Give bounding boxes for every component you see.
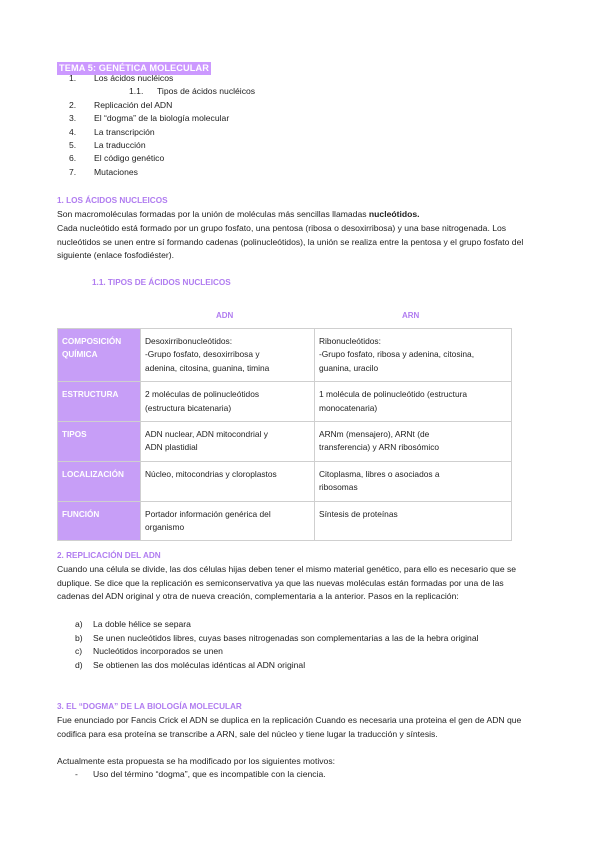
toc-number: 6. <box>69 153 77 164</box>
motives-list <box>57 768 326 782</box>
section-heading-dogma: 3. EL “DOGMA” DE LA BIOLOGÍA MOLECULAR <box>57 702 242 711</box>
cell-line: adenina, citosina, guanina, timina <box>145 362 270 373</box>
toc-text: Mutaciones <box>94 166 138 177</box>
cell-line: 1 molécula de polinucleótido (estructura <box>319 389 468 400</box>
toc-text: Tipos de ácidos nucléicos <box>157 86 256 97</box>
replication-steps-list <box>57 618 535 672</box>
cell-line: Desoxirribonucleótidos: <box>145 336 233 346</box>
cell-line: ribosomas <box>319 482 358 493</box>
list-marker: d) <box>75 659 83 670</box>
section-heading-tipos: 1.1. TIPOS DE ÁCIDOS NUCLEICOS <box>92 278 231 287</box>
section2-paragraph: Cuando una célula se divide, las dos células hijas deben tener el mismo material genético, para ello es necesario que se duplique. Se dice que la replicación es semiconservativa ya que las nuevas moléculas están formadas por una de las cadenas del ADN original y otra de nueva creación, complementaria a la anterior. Pasos en la replicación: <box>57 564 517 602</box>
toc-number: 3. <box>69 113 77 124</box>
table-row <box>58 461 512 501</box>
section3-paragraph-1: Fue enunciado por Fancis Crick el ADN se duplica en la replicación Cuando es necesaria una proteina el gen de ADN que codifica para esa proteína se transcribe a ARN, sale del núcleo y tiene lugar la traducción y síntesis. <box>57 715 522 739</box>
section1-text: Son macromoléculas formadas por la unión de moléculas más sencillas llamadas <box>57 209 369 219</box>
cell-line: 2 moléculas de polinucleótidos <box>145 389 260 400</box>
arn-cell <box>315 422 512 462</box>
cell-line: Portador información genérica del <box>145 508 271 519</box>
toc-number: 5. <box>69 139 77 150</box>
toc-text: La traducción <box>94 139 146 150</box>
table-row <box>58 382 512 422</box>
toc-number: 7. <box>69 166 77 177</box>
list-text: Nucleótidos incorporados se unen <box>93 646 223 657</box>
list-item <box>57 659 535 673</box>
adn-cell <box>141 329 315 382</box>
cell-line: ARNm (mensajero), ARNt (de <box>319 429 430 440</box>
adn-cell <box>141 461 315 501</box>
adn-cell <box>141 422 315 462</box>
cell-line: -Grupo fosfato, desoxirribosa y <box>145 349 260 360</box>
cell-line: -Grupo fosfato, ribosa y adenina, citosina, <box>319 349 475 360</box>
toc-number: 2. <box>69 99 77 110</box>
list-item <box>57 645 535 659</box>
list-item <box>57 768 326 782</box>
cell-line: Núcleo, mitocondrias y cloroplastos <box>145 468 277 479</box>
arn-cell <box>315 382 512 422</box>
table-row <box>58 422 512 462</box>
list-text: Se unen nucleótidos libres, cuyas bases nitrogenadas son complementarias a las de la hebra original <box>93 632 479 643</box>
arn-cell <box>315 461 512 501</box>
list-text: Se obtienen las dos moléculas idénticas al ADN original <box>93 659 306 670</box>
list-marker: c) <box>75 646 83 657</box>
row-header: LOCALIZACIÓN <box>58 461 141 501</box>
row-header: ESTRUCTURA <box>58 382 141 422</box>
toc-text: La transcripción <box>94 126 155 137</box>
section3-paragraph-2: Actualmente esta propuesta se ha modificado por los siguientes motivos: <box>57 756 336 766</box>
row-header: TIPOS <box>58 422 141 462</box>
list-marker: b) <box>75 632 83 643</box>
cell-line: transferencia) y ARN ribosómico <box>319 442 440 453</box>
column-header-adn: ADN <box>216 311 234 320</box>
section-heading-replicacion: 2. REPLICACIÓN DEL ADN <box>57 551 161 560</box>
table-row <box>58 329 512 382</box>
page-title: TEMA 5: GENÉTICA MOLECULAR <box>59 63 209 73</box>
arn-cell <box>315 501 512 541</box>
toc-number: 4. <box>69 126 77 137</box>
cell-line: Citoplasma, libres o asociados a <box>319 468 440 479</box>
nucleic-acid-table <box>57 328 512 541</box>
list-item <box>57 632 535 646</box>
cell-line: ADN nuclear, ADN mitocondrial y <box>145 429 268 440</box>
cell-line: (estructura bicatenaria) <box>145 402 232 413</box>
list-text: Uso del término “dogma”, que es incompatible con la ciencia. <box>93 769 326 779</box>
list-text: La doble hélice se separa <box>93 619 191 629</box>
cell-line: monocatenaria) <box>319 402 378 413</box>
section-heading-acidos-nucleicos: 1. LOS ÁCIDOS NUCLEICOS <box>57 196 168 205</box>
cell-line: guanina, uracilo <box>319 362 379 373</box>
toc-text: Replicación del ADN <box>94 99 173 110</box>
column-header-arn: ARN <box>402 311 420 320</box>
list-item <box>57 618 535 632</box>
row-header: COMPOSICIÓN QUÍMICA <box>58 329 141 382</box>
cell-line: Síntesis de proteínas <box>319 508 398 519</box>
toc-text: Los ácidos nucléicos <box>94 73 174 83</box>
row-header: FUNCIÓN <box>58 501 141 541</box>
section1-paragraph-1 <box>57 208 535 222</box>
adn-cell <box>141 501 315 541</box>
list-marker: - <box>75 769 78 779</box>
cell-line: Ribonucleótidos: <box>319 336 381 346</box>
section1-bold-term: nucleótidos. <box>368 209 420 219</box>
table-row <box>58 501 512 541</box>
list-marker: a) <box>75 619 83 629</box>
toc-text: El “dogma” de la biología molecular <box>94 113 230 124</box>
toc-text: El código genético <box>94 153 165 164</box>
toc-number: 1.1. <box>129 86 144 97</box>
section1-paragraph-2: Cada nucleótido está formado por un grupo fosfato, una pentosa (ribosa o desoxirribosa) y una base nitrogenada. Los nucleótidos se unen entre sí formando cadenas (polinucleótidos), la unión se realiza entre la pentosa y el grupo fosfato del siguiente (enlace fosfodiéster). <box>57 223 524 261</box>
adn-cell <box>141 382 315 422</box>
cell-line: ADN plastidial <box>145 442 198 453</box>
arn-cell <box>315 329 512 382</box>
cell-line: organismo <box>145 522 185 533</box>
toc-number: 1. <box>69 73 77 83</box>
